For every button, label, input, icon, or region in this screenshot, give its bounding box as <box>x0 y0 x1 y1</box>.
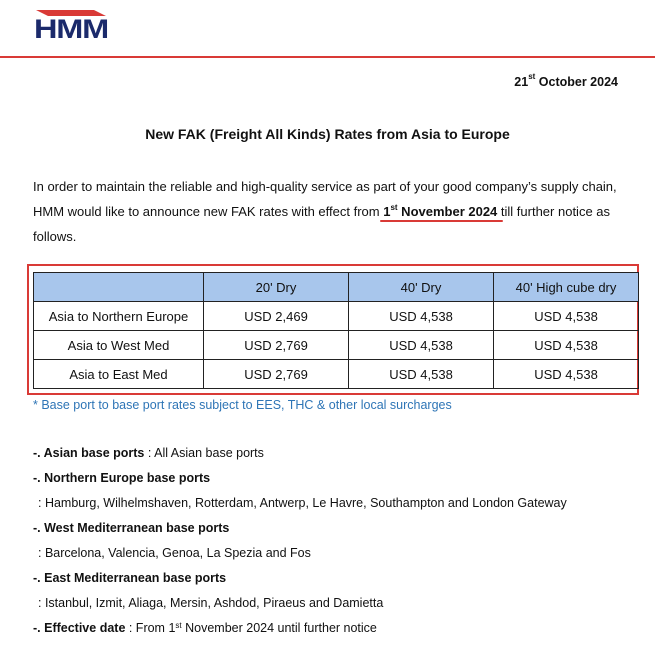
page-title: New FAK (Freight All Kinds) Rates from Asia to Europe <box>145 126 510 142</box>
effective-date-highlight: 1st November 2024 <box>383 204 497 219</box>
table-header-cell: 20' Dry <box>204 273 349 302</box>
route-cell: Asia to East Med <box>34 360 204 389</box>
rate-cell: USD 4,538 <box>494 331 639 360</box>
table-header-cell: 40' High cube dry <box>494 273 639 302</box>
route-cell: Asia to Northern Europe <box>34 302 204 331</box>
rate-cell: USD 4,538 <box>494 360 639 389</box>
east-med-ports-heading: -. East Mediterranean base ports <box>33 571 227 585</box>
northern-europe-ports-list: : Hamburg, Wilhelmshaven, Rotterdam, Antwerp, Le Havre, Southampton and London Gateway <box>38 496 567 510</box>
table-row <box>34 360 639 389</box>
logo-text: HMM <box>34 14 108 40</box>
table-row <box>34 331 639 360</box>
rate-cell: USD 4,538 <box>349 302 494 331</box>
rate-cell: USD 2,469 <box>204 302 349 331</box>
rate-cell: USD 4,538 <box>349 331 494 360</box>
rate-cell: USD 4,538 <box>349 360 494 389</box>
rate-cell: USD 2,769 <box>204 360 349 389</box>
west-med-ports-heading: -. West Mediterranean base ports <box>33 521 230 535</box>
header-divider <box>0 56 655 58</box>
red-underline-mark <box>380 220 503 222</box>
effective-date-item: -. Effective date : From 1st November 2024 until further notice <box>33 621 377 635</box>
west-med-ports-list: : Barcelona, Valencia, Genoa, La Spezia and Fos <box>38 546 311 560</box>
document-date: 21st October 2024 <box>514 72 618 89</box>
table-header-row <box>34 273 639 302</box>
east-med-ports-list: : Istanbul, Izmit, Aliaga, Mersin, Ashdod, Piraeus and Damietta <box>38 596 384 610</box>
surcharge-note: * Base port to base port rates subject to EES, THC & other local surcharges <box>33 398 452 412</box>
hmm-logo <box>34 10 108 40</box>
table-header-cell: 40' Dry <box>349 273 494 302</box>
asian-ports-item: -. Asian base ports : All Asian base ports <box>33 446 264 460</box>
rates-table <box>33 272 639 389</box>
table-header-cell <box>34 273 204 302</box>
ports-section <box>33 441 567 641</box>
northern-europe-ports-heading: -. Northern Europe base ports <box>33 471 211 485</box>
rate-cell: USD 2,769 <box>204 331 349 360</box>
table-row <box>34 302 639 331</box>
route-cell: Asia to West Med <box>34 331 204 360</box>
intro-paragraph: In order to maintain the reliable and high-quality service as part of your good company’s supply chain, HMM would like to announce new FAK rates with effect from 1st November 2024 till further notice as follows. <box>33 179 617 244</box>
rate-cell: USD 4,538 <box>494 302 639 331</box>
